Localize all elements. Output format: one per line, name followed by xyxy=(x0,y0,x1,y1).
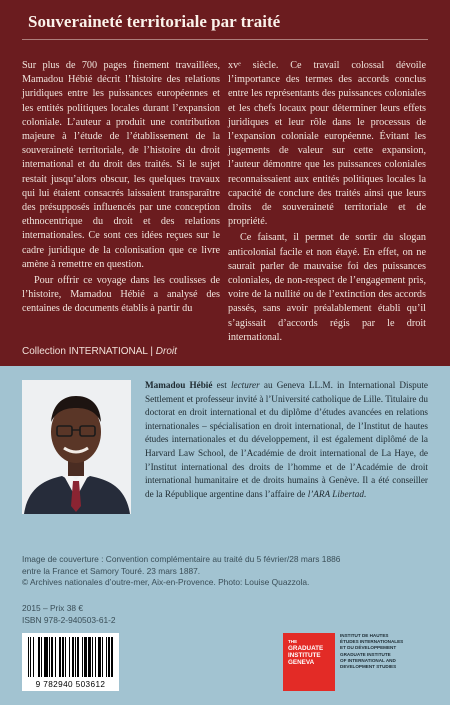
credit-line: entre la France et Samory Touré. 23 mars 1887. xyxy=(22,565,201,576)
blurb-column-left xyxy=(22,59,220,317)
cover-image-credit xyxy=(22,554,422,589)
author-portrait-illustration xyxy=(22,380,131,514)
logo-line: GRADUATE xyxy=(288,645,324,652)
blurb-paragraph: xvᵉ siècle. Ce travail colossal dévoile l’importance des termes des accords conclus entre les représentants des puissances coloniales et les chefs locaux pour déterminer leurs effets juridiques et leur rôle dans le processus de l’expansion coloniale européenne. Évitant les jugements de valeur sur cette expansion, l’auteur démontre que les puissances coloniales reconnaissaient aux entités politiques locales la capacité de conclure des traités ainsi que leurs droits de souveraineté territoriale et de propriété. xyxy=(228,60,426,228)
blurb-column-right xyxy=(228,59,426,345)
collection-separator: | xyxy=(150,346,153,357)
collection-subseries: Droit xyxy=(155,346,177,357)
author-bio-italic: lecturer xyxy=(230,380,260,390)
blurb-paragraph: Pour offrir ce voyage dans les coulisses de l’histoire, Mamadou Hébié a analysé des centaines de documents établis à partir du xyxy=(22,275,220,315)
barcode-gap xyxy=(113,637,114,677)
institute-line: ET DU DÉVELOPPEMENT xyxy=(340,644,397,650)
author-bio-case: l’ARA Libertad xyxy=(307,488,364,499)
credit-line: Image de couverture : Convention complémentaire au traité du 5 février/28 mars 1886 xyxy=(22,554,341,564)
credit-line: © Archives nationales d’outre-mer, Aix-en-Provence. Photo: Louise Quazzola. xyxy=(22,577,310,588)
price-line: 2015 – Prix 38 € xyxy=(22,603,83,613)
author-bio xyxy=(145,379,428,501)
logo-line: THE xyxy=(288,639,298,644)
institute-line: OF INTERNATIONAL AND xyxy=(340,658,396,664)
collection-label xyxy=(22,346,177,357)
logo-line: INSTITUTE xyxy=(288,652,321,659)
author-bio-text: au Geneva LL.M. in International Dispute Settlement et professeur invité à l’Université catholique de Lille. Titulaire du doctorat en droit international et du diplôme d’études avancées en relations internationales – spécialisation en droit international, de l’Institut de hautes études internationales et du développement, il est également diplômé de la Harvard Law School, de l’Académie de droit international de La Haye, de l’Institut international des droits de l’homme et de l’Académie de droit international humanitaire et de droits humains à Genève. Il a été conseiller de la République argentine dans l’affaire de xyxy=(145,380,428,499)
blurb-paragraph: Ce faisant, il permet de sortir du slogan anticolonial facile et non étayé. En effet, on ne saurait parler de mauvaise foi des puissances coloniales, de non-respect de l’engagement pris, voire de la nullité ou de l’extinction des accords passés, sans avoir préalablement établi qu’il s’agissait d’accords régis par le droit international. xyxy=(228,232,426,343)
graduate-institute-logo xyxy=(283,633,335,691)
author-name: Mamadou Hébié xyxy=(145,380,213,390)
institute-line: DEVELOPMENT STUDIES xyxy=(340,663,397,669)
collection-name: Collection INTERNATIONAL xyxy=(22,346,148,357)
isbn-barcode xyxy=(22,633,119,691)
author-bio-text: est xyxy=(212,380,231,390)
book-title: Souveraineté territoriale par traité xyxy=(28,12,281,31)
author-photo xyxy=(22,380,131,514)
isbn-line: ISBN 978-2-940503-61-2 xyxy=(22,614,116,625)
institute-line: GRADUATE INSTITUTE xyxy=(340,652,391,658)
institute-name-block xyxy=(340,633,440,670)
blurb-paragraph: Sur plus de 700 pages finement travaillées, Mamadou Hébié décrit l’histoire des relations juridiques entre les puissances européennes et les entités politiques locales durant l’expansion coloniale. L’auteur a produit une contribution majeure à l’étude de l’établissement de la souveraineté territoriale, de l’histoire du droit international et du droit des traités. Si le sujet restait jusqu’alors obscur, les quelques travaux qui lui étaient consacrés laissaient transparaître des présupposés influencés par une conception ethnocentrique du droit et des relations internationales. Ce sont ces idées reçues sur le cadre juridique de la colonisation que ce livre amène à remettre en question. xyxy=(22,60,220,270)
barcode-digits: 9 782940 503612 xyxy=(35,680,106,689)
logo-line: GENEVA xyxy=(288,659,315,666)
price-block xyxy=(22,603,116,626)
title-divider xyxy=(22,39,428,40)
barcode-bars xyxy=(28,637,114,677)
author-bio-text: . xyxy=(363,488,367,499)
institute-line: INSTITUT DE HAUTES xyxy=(340,633,389,638)
institute-line: ÉTUDES INTERNATIONALES xyxy=(340,638,404,644)
